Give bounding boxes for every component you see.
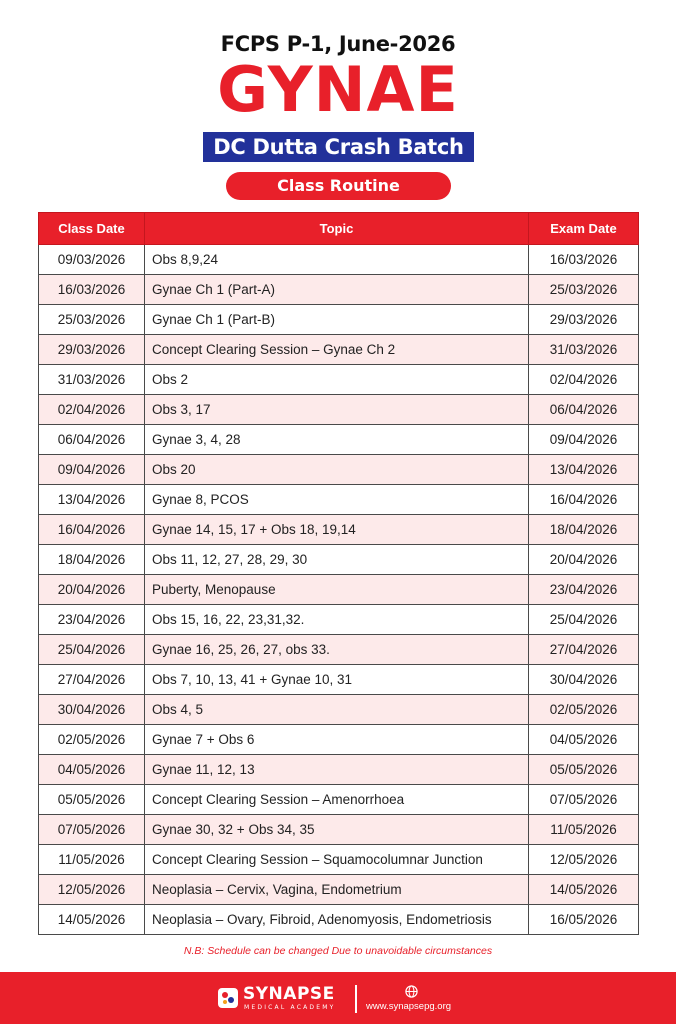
exam-date-cell: 04/05/2026 [529,725,639,755]
table-row [39,395,639,425]
exam-date-cell: 13/04/2026 [529,455,639,485]
topic-cell: Neoplasia – Cervix, Vagina, Endometrium [145,875,529,905]
topic-cell: Obs 11, 12, 27, 28, 29, 30 [145,545,529,575]
topic-cell: Gynae 3, 4, 28 [145,425,529,455]
exam-date-cell: 27/04/2026 [529,635,639,665]
table-row [39,455,639,485]
topic-cell: Gynae 14, 15, 17 + Obs 18, 19,14 [145,515,529,545]
exam-date-cell: 02/04/2026 [529,365,639,395]
class-routine-label: Class Routine [226,172,451,200]
table-row [39,605,639,635]
exam-date-cell: 25/03/2026 [529,275,639,305]
class-date-cell: 27/04/2026 [39,665,145,695]
header-class-date: Class Date [39,213,145,245]
table-row [39,245,639,275]
table-row [39,785,639,815]
exam-subtitle: FCPS P-1, June-2026 [220,32,456,56]
topic-cell: Obs 7, 10, 13, 41 + Gynae 10, 31 [145,665,529,695]
topic-cell: Obs 8,9,24 [145,245,529,275]
class-date-cell: 31/03/2026 [39,365,145,395]
topic-cell: Concept Clearing Session – Gynae Ch 2 [145,335,529,365]
table-row [39,755,639,785]
exam-date-cell: 16/05/2026 [529,905,639,935]
class-date-cell: 04/05/2026 [39,755,145,785]
class-date-cell: 07/05/2026 [39,815,145,845]
topic-cell: Obs 2 [145,365,529,395]
topic-cell: Concept Clearing Session – Squamocolumnar Junction [145,845,529,875]
table-row [39,515,639,545]
class-date-cell: 14/05/2026 [39,905,145,935]
exam-date-cell: 12/05/2026 [529,845,639,875]
exam-date-cell: 25/04/2026 [529,605,639,635]
brand-name: SYNAPSE [243,984,335,1004]
exam-date-cell: 18/04/2026 [529,515,639,545]
class-date-cell: 29/03/2026 [39,335,145,365]
table-row [39,905,639,935]
class-date-cell: 05/05/2026 [39,785,145,815]
header-exam-date: Exam Date [529,213,639,245]
exam-date-cell: 05/05/2026 [529,755,639,785]
header-topic: Topic [145,213,529,245]
class-date-cell: 16/04/2026 [39,515,145,545]
table-row [39,815,639,845]
class-date-cell: 09/04/2026 [39,455,145,485]
exam-date-cell: 31/03/2026 [529,335,639,365]
topic-cell: Obs 20 [145,455,529,485]
table-header-row [39,213,639,245]
exam-date-cell: 11/05/2026 [529,815,639,845]
exam-date-cell: 30/04/2026 [529,665,639,695]
topic-cell: Gynae Ch 1 (Part-A) [145,275,529,305]
brand-subtitle: MEDICAL ACADEMY [244,1004,336,1011]
exam-date-cell: 06/04/2026 [529,395,639,425]
footer-bar [0,972,676,1024]
exam-date-cell: 29/03/2026 [529,305,639,335]
class-date-cell: 02/05/2026 [39,725,145,755]
table-row [39,875,639,905]
topic-cell: Gynae 8, PCOS [145,485,529,515]
footer-divider [355,985,357,1013]
class-date-cell: 12/05/2026 [39,875,145,905]
topic-cell: Obs 4, 5 [145,695,529,725]
table-row [39,335,639,365]
table-row [39,635,639,665]
class-date-cell: 16/03/2026 [39,275,145,305]
table-row [39,575,639,605]
exam-date-cell: 02/05/2026 [529,695,639,725]
topic-cell: Neoplasia – Ovary, Fibroid, Adenomyosis, Endometriosis [145,905,529,935]
topic-cell: Gynae Ch 1 (Part-B) [145,305,529,335]
table-row [39,425,639,455]
table-row [39,665,639,695]
class-date-cell: 23/04/2026 [39,605,145,635]
class-date-cell: 30/04/2026 [39,695,145,725]
topic-cell: Obs 15, 16, 22, 23,31,32. [145,605,529,635]
topic-cell: Gynae 7 + Obs 6 [145,725,529,755]
table-row [39,845,639,875]
class-date-cell: 18/04/2026 [39,545,145,575]
topic-cell: Gynae 30, 32 + Obs 34, 35 [145,815,529,845]
exam-date-cell: 14/05/2026 [529,875,639,905]
table-row [39,275,639,305]
topic-cell: Gynae 11, 12, 13 [145,755,529,785]
class-date-cell: 02/04/2026 [39,395,145,425]
exam-date-cell: 23/04/2026 [529,575,639,605]
class-date-cell: 25/03/2026 [39,305,145,335]
exam-date-cell: 16/03/2026 [529,245,639,275]
class-date-cell: 11/05/2026 [39,845,145,875]
synapse-logo-icon [218,988,238,1008]
class-date-cell: 13/04/2026 [39,485,145,515]
schedule-note: N.B: Schedule can be changed Due to unavoidable circumstances [183,945,493,957]
topic-cell: Puberty, Menopause [145,575,529,605]
table-row [39,545,639,575]
table-row [39,305,639,335]
subject-title: GYNAE [217,53,459,126]
globe-icon [405,985,418,998]
table-row [39,725,639,755]
routine-table [38,212,639,935]
exam-date-cell: 16/04/2026 [529,485,639,515]
topic-cell: Concept Clearing Session – Amenorrhoea [145,785,529,815]
exam-date-cell: 07/05/2026 [529,785,639,815]
table-row [39,485,639,515]
exam-date-cell: 09/04/2026 [529,425,639,455]
exam-date-cell: 20/04/2026 [529,545,639,575]
class-date-cell: 06/04/2026 [39,425,145,455]
routine-table-body [39,245,639,935]
table-row [39,695,639,725]
class-date-cell: 25/04/2026 [39,635,145,665]
table-row [39,365,639,395]
class-date-cell: 20/04/2026 [39,575,145,605]
topic-cell: Gynae 16, 25, 26, 27, obs 33. [145,635,529,665]
topic-cell: Obs 3, 17 [145,395,529,425]
class-date-cell: 09/03/2026 [39,245,145,275]
batch-banner: DC Dutta Crash Batch [203,132,474,162]
website-link[interactable]: www.synapsepg.org [366,1001,452,1012]
